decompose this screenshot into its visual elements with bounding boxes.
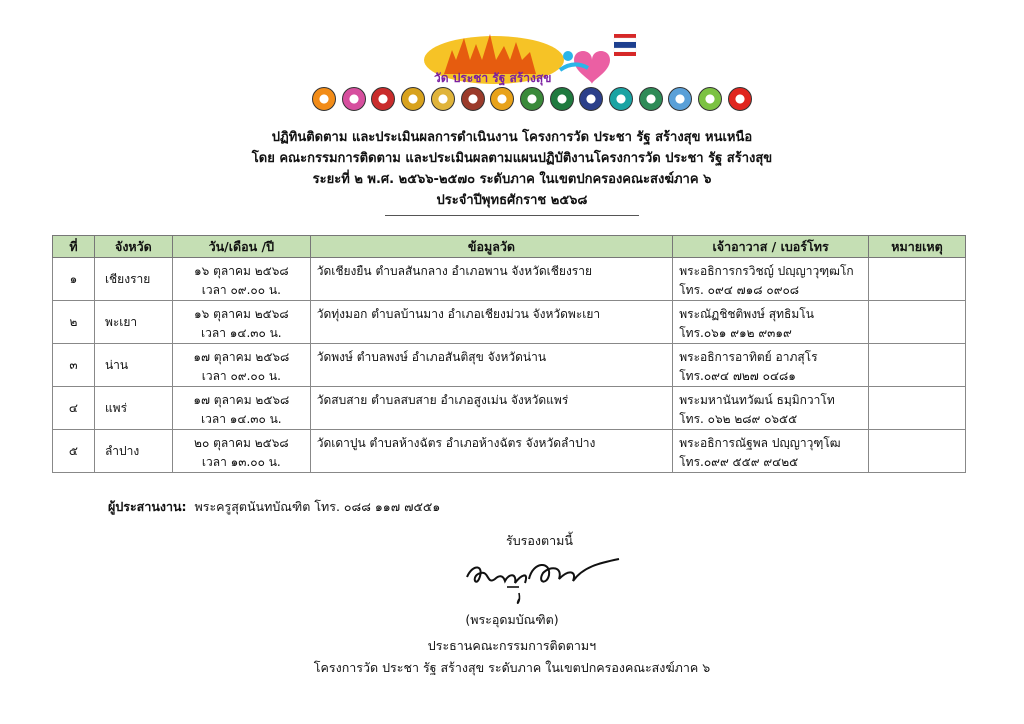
row-note bbox=[869, 258, 966, 301]
header-abbot: เจ้าอาวาส / เบอร์โทร bbox=[673, 236, 869, 258]
row-datetime bbox=[172, 258, 310, 301]
row-province: น่าน bbox=[94, 344, 172, 387]
row-abbot: พระอธิการกรวิชญ์ ปญฺญาวุฑฺฒโก bbox=[679, 264, 854, 278]
seal-14-icon bbox=[698, 87, 722, 111]
row-no: ๑ bbox=[53, 258, 95, 301]
schedule-table bbox=[52, 235, 966, 473]
row-temple-text: วัดสบสาย ตำบลสบสาย อำเภอสูงเม่น จังหวัดแพร่ bbox=[316, 393, 569, 407]
row-province: เชียงราย bbox=[94, 258, 172, 301]
row-time: เวลา ๐๙.๐๐ น. bbox=[201, 283, 281, 297]
table-row bbox=[53, 387, 966, 430]
row-province: ลำปาง bbox=[94, 430, 172, 473]
header-date: วัน/เดือน /ปี bbox=[172, 236, 310, 258]
header-no: ที่ bbox=[53, 236, 95, 258]
table-row bbox=[53, 258, 966, 301]
row-time: เวลา ๑๔.๓๐ น. bbox=[201, 412, 282, 426]
row-date: ๑๗ ตุลาคม ๒๕๖๘ bbox=[193, 393, 290, 407]
signer-name: (พระอุดมบัณฑิต) bbox=[465, 612, 559, 627]
header-temple: ข้อมูลวัด bbox=[310, 236, 672, 258]
row-time: เวลา ๐๙.๐๐ น. bbox=[201, 369, 281, 383]
seal-15-icon bbox=[728, 87, 752, 111]
seal-11-icon bbox=[609, 87, 633, 111]
row-note bbox=[869, 301, 966, 344]
row-contact bbox=[673, 387, 869, 430]
seal-9-icon bbox=[550, 87, 574, 111]
row-date: ๑๖ ตุลาคม ๒๕๖๘ bbox=[194, 264, 289, 278]
row-temple-text: วัดพงษ์ ตำบลพงษ์ อำเภอสันติสุข จังหวัดน่าน bbox=[316, 350, 547, 364]
row-date: ๒๐ ตุลาคม ๒๕๖๘ bbox=[194, 436, 289, 450]
document-title bbox=[0, 127, 1024, 216]
table-row bbox=[53, 430, 966, 473]
row-datetime bbox=[172, 301, 310, 344]
agency-seals-row bbox=[312, 87, 752, 113]
row-abbot: พระณัฏชิชติพงษ์ สุทธิมโน bbox=[679, 307, 814, 321]
row-contact bbox=[673, 430, 869, 473]
row-note bbox=[869, 387, 966, 430]
row-temple bbox=[310, 301, 672, 344]
header-province: จังหวัด bbox=[94, 236, 172, 258]
seal-10-icon bbox=[579, 87, 603, 111]
row-temple bbox=[310, 344, 672, 387]
header-note: หมายเหตุ bbox=[869, 236, 966, 258]
row-province: พะเยา bbox=[94, 301, 172, 344]
row-contact bbox=[673, 301, 869, 344]
seal-13-icon bbox=[668, 87, 692, 111]
row-no: ๕ bbox=[53, 430, 95, 473]
signer-position-2: โครงการวัด ประชา รัฐ สร้างสุข ระดับภาค ในเขตปกครองคณะสงฆ์ภาค ๖ bbox=[313, 660, 711, 675]
certify-text: รับรองตามนี้ bbox=[506, 533, 573, 548]
logo-text: วัด ประชา รัฐ สร้างสุข bbox=[434, 71, 552, 85]
row-abbot: พระมหานันทวัฒน์ ธมฺมิกวาโท bbox=[679, 393, 835, 407]
row-temple bbox=[310, 258, 672, 301]
row-phone: โทร.๐๙๙ ๕๕๙ ๙๔๒๕ bbox=[679, 455, 799, 469]
table-row bbox=[53, 301, 966, 344]
row-phone: โทร.๐๙๔ ๗๒๗ ๐๔๘๑ bbox=[679, 369, 796, 383]
table-header-row bbox=[53, 236, 966, 258]
coordinator-label: ผู้ประสานงาน: bbox=[108, 499, 187, 514]
seal-2-icon bbox=[342, 87, 366, 111]
row-no: ๒ bbox=[53, 301, 95, 344]
title-line-1: ปฏิทินติดตาม และประเมินผลการดำเนินงาน โครงการวัด ประชา รัฐ สร้างสุข หนเหนือ bbox=[271, 130, 753, 145]
row-temple bbox=[310, 387, 672, 430]
title-divider bbox=[385, 215, 639, 216]
seal-12-icon bbox=[639, 87, 663, 111]
seal-3-icon bbox=[371, 87, 395, 111]
row-phone: โทร. ๐๙๔ ๗๑๘ ๐๙๐๘ bbox=[679, 283, 800, 297]
row-note bbox=[869, 430, 966, 473]
signature-icon bbox=[459, 553, 629, 613]
seal-7-icon bbox=[490, 87, 514, 111]
row-temple-text: วัดเดาปูน ตำบลห้างฉัตร อำเภอห้างฉัตร จังหวัดลำปาง bbox=[316, 436, 596, 450]
row-phone: โทร.๐๖๑ ๙๑๒ ๙๓๑๙ bbox=[679, 326, 792, 340]
coordinator-value: พระครูสุตนันทบัณฑิต โทร. ๐๘๘ ๑๑๗ ๗๕๕๑ bbox=[194, 499, 441, 514]
row-date: ๑๗ ตุลาคม ๒๕๖๘ bbox=[193, 350, 290, 364]
row-no: ๔ bbox=[53, 387, 95, 430]
seal-1-icon bbox=[312, 87, 336, 111]
row-datetime bbox=[172, 344, 310, 387]
row-temple bbox=[310, 430, 672, 473]
row-time: เวลา ๑๔.๓๐ น. bbox=[201, 326, 282, 340]
table-row bbox=[53, 344, 966, 387]
row-province: แพร่ bbox=[94, 387, 172, 430]
seal-8-icon bbox=[520, 87, 544, 111]
row-note bbox=[869, 344, 966, 387]
seal-4-icon bbox=[401, 87, 425, 111]
row-time: เวลา ๑๓.๐๐ น. bbox=[201, 455, 281, 469]
coordinator-line bbox=[108, 497, 440, 517]
title-line-3: ระยะที่ ๒ พ.ศ. ๒๕๖๖-๒๕๗๐ ระดับภาค ในเขตปกครองคณะสงฆ์ภาค ๖ bbox=[312, 172, 712, 187]
signer-position-1: ประธานคณะกรรมการติดตามฯ bbox=[427, 638, 597, 653]
title-line-4: ประจำปีพุทธศักราช ๒๕๖๘ bbox=[436, 193, 588, 208]
row-phone: โทร. ๐๖๒ ๒๘๙ ๐๖๕๕ bbox=[679, 412, 798, 426]
row-temple-text: วัดทุ่งมอก ตำบลบ้านมาง อำเภอเชียงม่วน จังหวัดพะเยา bbox=[316, 307, 601, 321]
row-abbot: พระอธิการอาทิตย์ อาภสุโร bbox=[679, 350, 818, 364]
row-datetime bbox=[172, 387, 310, 430]
seal-5-icon bbox=[431, 87, 455, 111]
row-date: ๑๖ ตุลาคม ๒๕๖๘ bbox=[194, 307, 289, 321]
row-temple-text: วัดเชียงยืน ตำบลสันกลาง อำเภอพาน จังหวัดเชียงราย bbox=[316, 264, 593, 278]
row-no: ๓ bbox=[53, 344, 95, 387]
row-datetime bbox=[172, 430, 310, 473]
row-contact bbox=[673, 258, 869, 301]
seal-6-icon bbox=[461, 87, 485, 111]
row-contact bbox=[673, 344, 869, 387]
title-line-2: โดย คณะกรรมการติดตาม และประเมินผลตามแผนปฏิบัติงานโครงการวัด ประชา รัฐ สร้างสุข bbox=[251, 151, 773, 166]
project-logo-icon bbox=[424, 30, 644, 86]
row-abbot: พระอธิการณัฐพล ปญฺญาวุฑฺโฒ bbox=[679, 436, 841, 450]
